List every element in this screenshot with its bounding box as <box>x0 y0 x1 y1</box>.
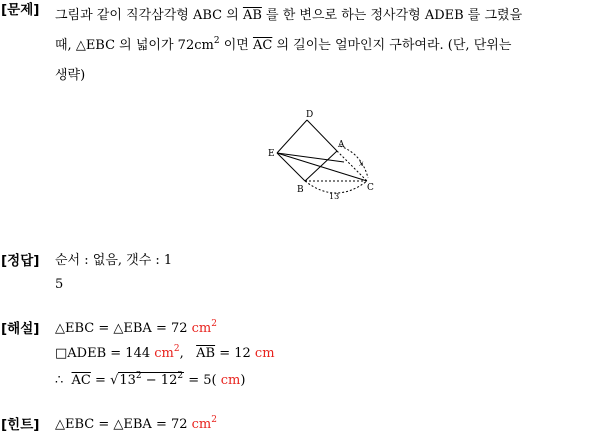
problem-label: [문제] <box>1 2 40 18</box>
unit-cm: cm <box>254 346 275 361</box>
exponent: 2 <box>135 370 142 381</box>
solution-label: [해설] <box>1 321 40 337</box>
radicand <box>118 372 184 388</box>
segment-ac: $\overline{AC}$ <box>71 373 91 388</box>
unit-cm2 <box>191 318 217 336</box>
solution-line-1 <box>55 320 217 338</box>
segment-ab: $\overline{AB}$ <box>196 346 216 361</box>
exponent: 2 <box>211 414 217 425</box>
hint-label: [힌트] <box>1 417 40 433</box>
edge-ba <box>305 151 337 181</box>
solution-line-2 <box>55 345 275 363</box>
radicand-term: 13 <box>119 373 136 388</box>
exponent: 2 <box>211 318 217 329</box>
geometry-figure <box>262 106 392 206</box>
hint-text: △EBC = △EBA = 72 <box>55 417 192 432</box>
solution-text: ) <box>240 373 246 388</box>
exponent: 2 <box>173 343 180 354</box>
vertex-a: A <box>338 140 345 150</box>
unit-cm2 <box>191 414 217 432</box>
solution-text: = 5( <box>184 373 217 388</box>
label-x: x <box>359 159 364 168</box>
unit-cm: cm <box>216 373 241 388</box>
problem-line-2 <box>55 37 511 55</box>
vertex-b: B <box>297 185 304 195</box>
sqrt-expression <box>110 372 184 390</box>
solution-text: △EBC = △EBA = 72 <box>55 321 192 336</box>
radicand-term: − 12 <box>141 373 178 388</box>
solution-text: = <box>90 373 111 388</box>
segment-ab: $\overline{AB}$ <box>242 8 262 23</box>
exponent: 2 <box>213 35 220 46</box>
problem-text: 를 한 변으로 하는 정사각형 ADEB 를 그렸을 <box>261 8 523 23</box>
solution-text: = 12 <box>215 346 255 361</box>
segment-ac: $\overline{AC}$ <box>252 38 273 53</box>
unit-text: cm <box>191 321 212 336</box>
edge-da <box>307 120 337 151</box>
solution-text: , <box>179 346 197 361</box>
problem-text: 이면 <box>219 38 253 53</box>
unit-cm2 <box>154 343 180 361</box>
problem-text: 의 길이는 얼마인지 구하여라. (단, 단위는 <box>272 38 512 53</box>
problem-text: 때, △EBC 의 넓이가 72cm <box>55 38 214 53</box>
therefore-symbol: ∴ <box>55 373 72 388</box>
hint-line-1 <box>55 416 217 434</box>
label-13: 13 <box>329 192 340 201</box>
exponent: 2 <box>177 370 184 381</box>
solution-text: □ADEB = 144 <box>55 346 155 361</box>
solution-line-3 <box>55 372 245 390</box>
problem-text: 그림과 같이 직각삼각형 ABC 의 <box>55 8 243 23</box>
edge-de <box>277 120 307 153</box>
unit-text: cm <box>154 346 174 361</box>
answer-line-2: 5 <box>55 277 64 292</box>
problem-line-3: 생략) <box>55 68 86 83</box>
vertex-d: D <box>306 110 314 120</box>
answer-label: [정답] <box>1 253 40 269</box>
vertex-c: C <box>367 183 374 193</box>
radical-sign: √ <box>110 373 119 388</box>
answer-line-1: 순서 : 없음, 갯수 : 1 <box>55 253 173 268</box>
problem-line-1 <box>55 7 522 25</box>
vertex-e: E <box>268 149 275 159</box>
unit-text: cm <box>191 417 212 432</box>
brace-ac <box>340 146 368 178</box>
